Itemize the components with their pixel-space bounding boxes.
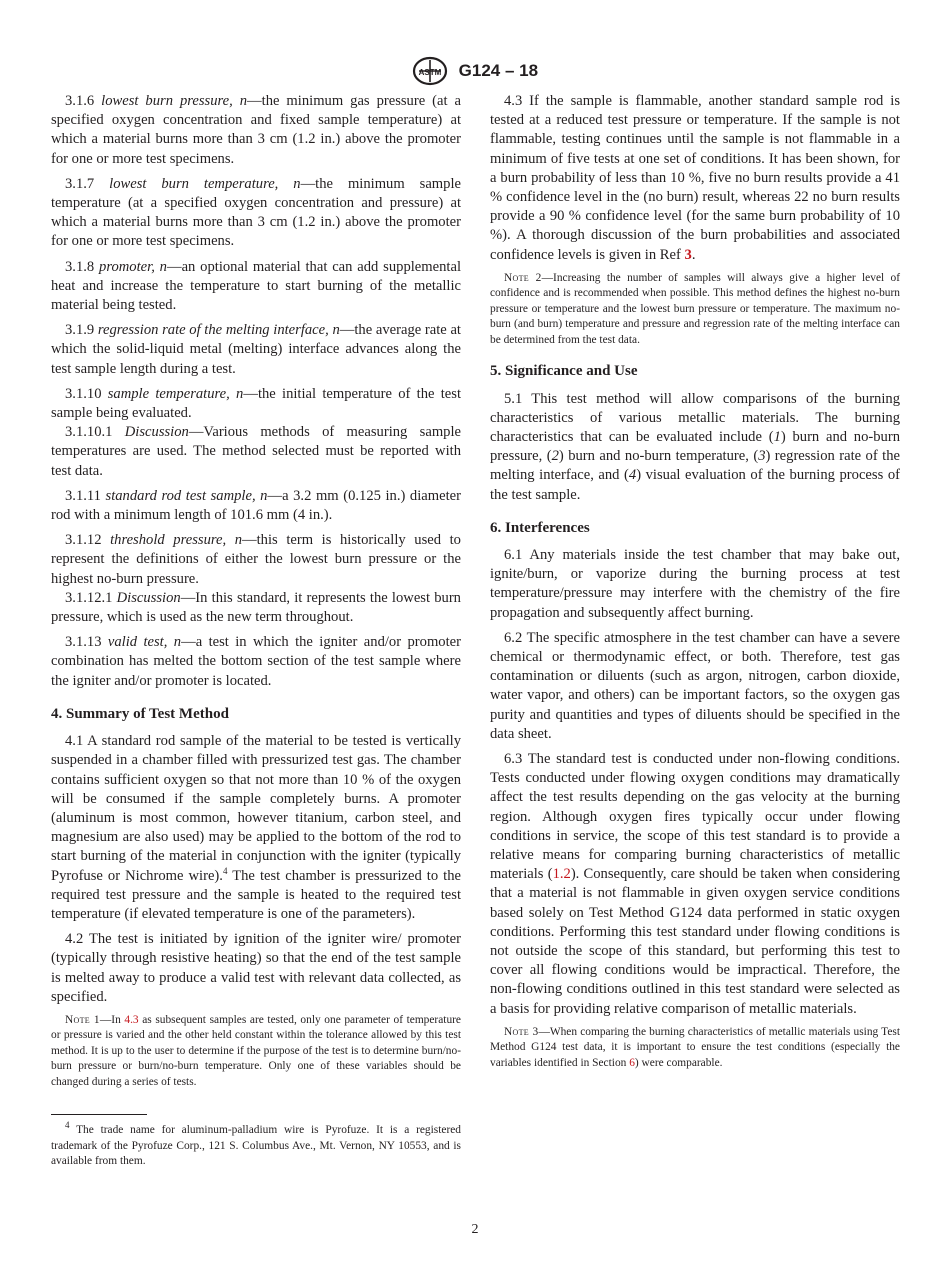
link-1-2[interactable]: 1.2 [552,866,571,883]
section-3-1-7: 3.1.7 lowest burn temperature, n—the minimum sample temperature (at a specified oxygen concentration and pressure) at which a material burns more than 3 cm (1.2 in.) above the promoter for one or more test specimens. [51,175,461,250]
ref-link-3[interactable]: 3 [684,246,692,263]
section-6-2: 6.2 The specific atmosphere in the test chamber can have a severe chemical or thermodynamic effect, or both. Therefore, test gas contamination or diluents (such as argon, nitrogen, carbon dioxide, water vapor, and others) can be important factors, so the oxygen gas purity and quantities and types of diluents should be specified in the data sheet. [490,629,900,742]
section-3-1-6: 3.1.6 lowest burn pressure, n—the minimum gas pressure (at a specified oxygen concentration and fixed sample temperature) at which a material burns more than 3 cm (1.2 in.) above the promoter for one or more test specimens. [51,93,461,167]
section-3-1-13: 3.1.13 valid test, n—a test in which the igniter and/or promoter combination has melted the bottom section of the test sample where the igniter and/or promoter is located. [51,634,461,689]
section-5-heading: 5. Significance and Use [490,363,638,380]
section-6-1: 6.1 Any materials inside the test chamber that may bake out, ignite/burn, or vaporize during the burning process at test temperature/pressure may interfere with the chemistry of the fire propagation and subsequently affect burning. [490,546,900,621]
footnote-divider [51,1114,147,1115]
astm-logo-icon [412,56,448,86]
section-5-1: 5.1 This test method will allow comparisons of the burning characteristics of various metallic materials. The burning characteristics that can be evaluated include (1) burn and no-burn pressure, (2) burn and no-burn temperature, (3) regression rate of the melting interface, and (4) visual evaluation of the burning process of the test sample. [490,390,900,503]
section-3-1-10-1: 3.1.10.1 Discussion—Various methods of measuring sample temperatures are used. The method selected must be reported with test data. [51,424,462,479]
link-4-3[interactable]: 4.3 [124,1013,139,1026]
section-6-heading: 6. Interferences [490,519,590,536]
section-4-2: 4.2 The test is initiated by ignition of the igniter wire/ promoter (typically through resistive heating) so that the end of the test sample is melted away to produce a valid test with relevant data collected, as specified. [51,931,461,1005]
footnote-4: $^4$ The trade name for aluminum-palladium wire is Pyrofuze. It is a registered trademark of the Pyrofuze Corp., 121 S. Columbus Ave., Mt. Vernon, NY 10553, and is available from them. [51,1120,461,1168]
section-4-1: 4.1 A standard rod sample of the material to be tested is vertically suspended in a chamber filled with pressurized test gas. The chamber contains sufficient oxygen so that not more than 10 % of the oxygen will be consumed if the sample completely burns. A promoter (aluminum is most common, however titanium, carbon steel, and magnesium are also used) may be applied to the bottom of the rod to start burning of the material in conjunction with the igniter (typically Pyrofuse or Nichrome wire).$^4$ The test chamber is pressurized to the required test pressure and the sample is heated to the required test temperature (if elevated temperature is one of the parameters). [51,733,462,922]
section-4-heading: 4. Summary of Test Method [51,705,229,722]
section-3-1-11: 3.1.11 standard rod test sample, n—a 3.2 mm (0.125 in.) diameter rod with a minimum length of 101.6 mm (4 in.). [51,487,461,524]
section-3-1-12-1: 3.1.12.1 Discussion—In this standard, it represents the lowest burn pressure, which is used as the new term throughout. [51,589,461,626]
note-2: Note 2—Increasing the number of samples will always give a higher level of confidence and is recommended when possible. This method defines the highest no-burn pressure or temperature and the lowest burn pressure or temperature. The maximum no-burn (and burn) temperature and pressure and regression rate of the melting interface can be determined from the test data. [490,271,901,346]
section-3-1-8: 3.1.8 promoter, n—an optional material that can add supplemental heat and increase the temperature to start burning of the metallic material being tested. [51,258,462,314]
page-number: 2 [471,1222,479,1237]
section-3-1-10: 3.1.10 sample temperature, n—the initial temperature of the test sample being evaluated. [51,385,462,422]
page-header [0,56,950,86]
footnote-ref-4[interactable]: 4 [222,865,228,876]
left-column [51,92,461,1170]
link-section-6[interactable]: 6 [629,1056,635,1069]
section-3-1-12: 3.1.12 threshold pressure, n—this term is historically used to represent the definitions of either the lowest burn pressure or the highest no-burn pressure. [51,532,461,587]
standard-designation: G124 – 18 [458,61,539,80]
section-3-1-9: 3.1.9 regression rate of the melting interface, n—the average rate at which the solid-liquid metal (melting) interface advances along the test sample length during a test. [51,322,461,377]
section-4-3: 4.3 If the sample is flammable, another standard sample rod is tested at a reduced test pressure or temperature. If the sample is not flammable, testing continues until the sample is not flammable in a minimum of five tests at one set of conditions. It has been shown, for a burn probability of less than 10 %, five no burn results provide a 41 % confidence level in the (no burn) result, whereas 22 no burn results provide a 90 % confidence level (for the same burn probability of 10 %). A thorough discussion of the burn probabilities and associated confidence levels is given in Ref 3. [490,93,900,263]
svg-text:ASTM: ASTM [418,68,442,77]
section-6-3: 6.3 The standard test is conducted under non-flowing conditions. Tests conducted under flowing oxygen conditions may dramatically affect the test results depending on the gas velocity at the burning region. Although oxygen fires typically occur under flowing conditions in service, the scope of this test standard is to provide a relative means for comparing burning characteristics of metallic materials (1.2). Consequently, care should be taken when considering that a material is not flammable in given oxygen service conditions based solely on Test Method G124 data performed in static oxygen conditions. Performing this test standard under flowing conditions is not outside the scope of this standard, but performing this test to cover all flowing conditions would be impractical. Therefore, the non-flowing conditions outlined in this test standard were selected as a basis for providing relative comparison of metallic materials. [490,750,901,1017]
right-column [490,92,900,1079]
note-1: Note 1—In 4.3 as subsequent samples are tested, only one parameter of temperature or pressure is varied and the other held constant within the tolerance allowed by this test method. It is up to the user to determine if the purpose of the test is to determine burn/no-burn pressure or burn/no-burn temperature. Only one of these variables should be changed during a series of tests. [51,1013,461,1088]
note-3: Note 3—When comparing the burning characteristics of metallic materials using Test Method G124 test data, it is important to ensure the test conditions (especially the variables identified in Section 6) were comparable. [490,1025,900,1069]
